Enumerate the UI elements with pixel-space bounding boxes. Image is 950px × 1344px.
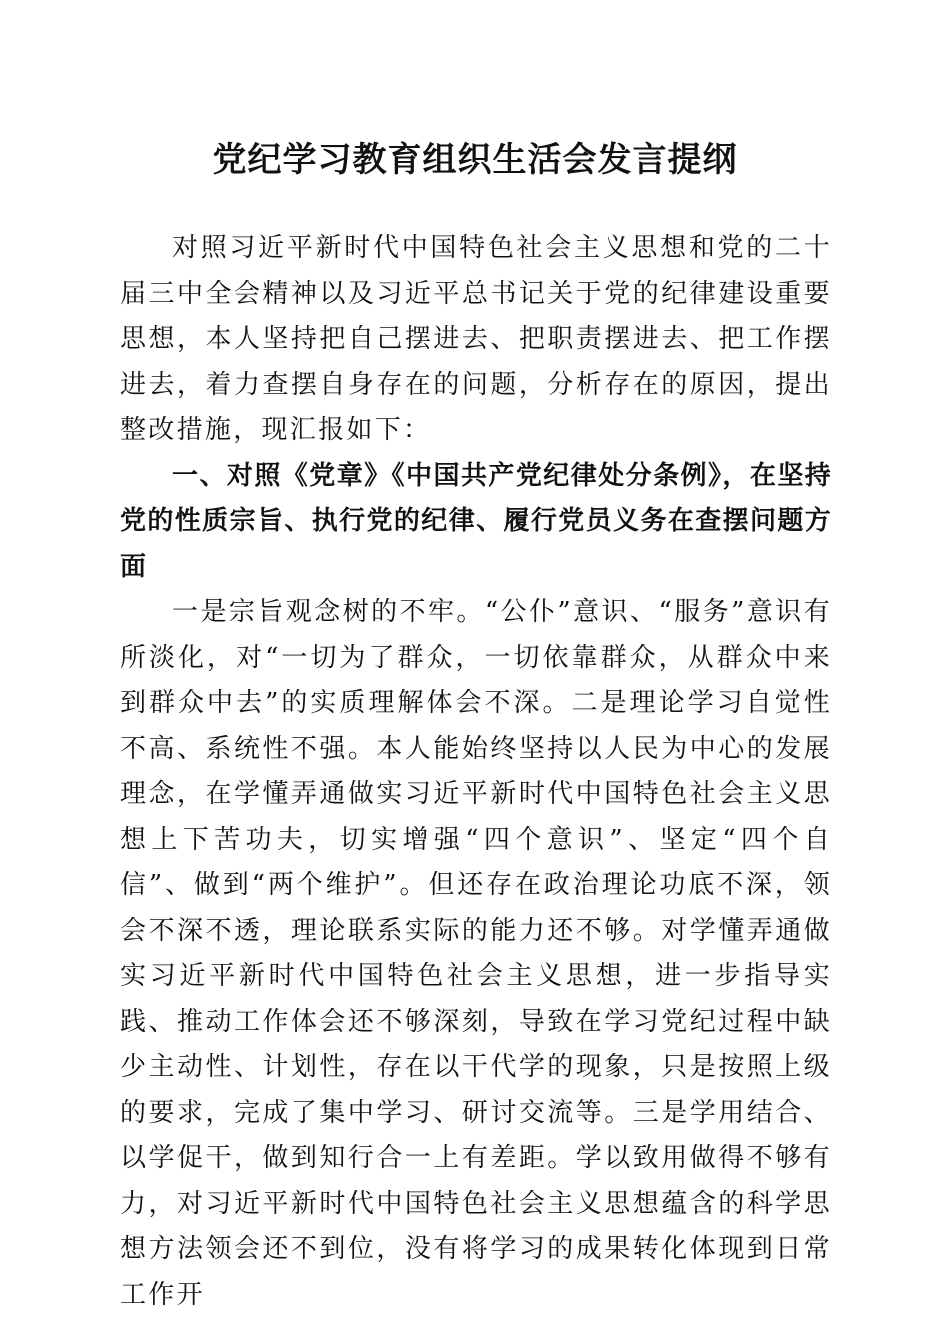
intro-paragraph: 对照习近平新时代中国特色社会主义思想和党的二十届三中全会精神以及习近平总书记关于党的纪律建设重要思想，本人坚持把自己摆进去、把职责摆进去、把工作摆进去，着力查摆自身存在的问题，分析存在的原因，提出整改措施，现汇报如下： (120, 233, 832, 445)
document-title: 党纪学习教育组织生活会发言提纲 (212, 140, 738, 180)
document-body (120, 226, 832, 1318)
section-1-body-paragraph: 一是宗旨观念树的不牢。“公仆”意识、“服务”意识有所淡化，对“一切为了群众，一切依靠群众，从群众中来到群众中去”的实质理解体会不深。二是理论学习自觉性不高、系统性不强。本人能始终坚持以人民为中心的发展理念，在学懂弄通做实习近平新时代中国特色社会主义思想上下苦功夫，切实增强“四个意识”、坚定“四个自信”、做到“两个维护”。但还存在政治理论功底不深，领会不深不透，理论联系实际的能力还不够。对学懂弄通做实习近平新时代中国特色社会主义思想，进一步指导实践、推动工作体会还不够深刻，导致在学习党纪过程中缺少主动性、计划性，存在以干代学的现象，只是按照上级的要求，完成了集中学习、研讨交流等。三是学用结合、以学促干，做到知行合一上有差距。学以致用做得不够有力，对习近平新时代中国特色社会主义思想蕴含的科学思想方法领会还不到位，没有将学习的成果转化体现到日常工作开 (120, 597, 832, 1310)
section-1-heading: 一、对照《党章》《中国共产党纪律处分条例》，在坚持党的性质宗旨、执行党的纪律、履行党员义务在查摆问题方面 (120, 460, 832, 582)
